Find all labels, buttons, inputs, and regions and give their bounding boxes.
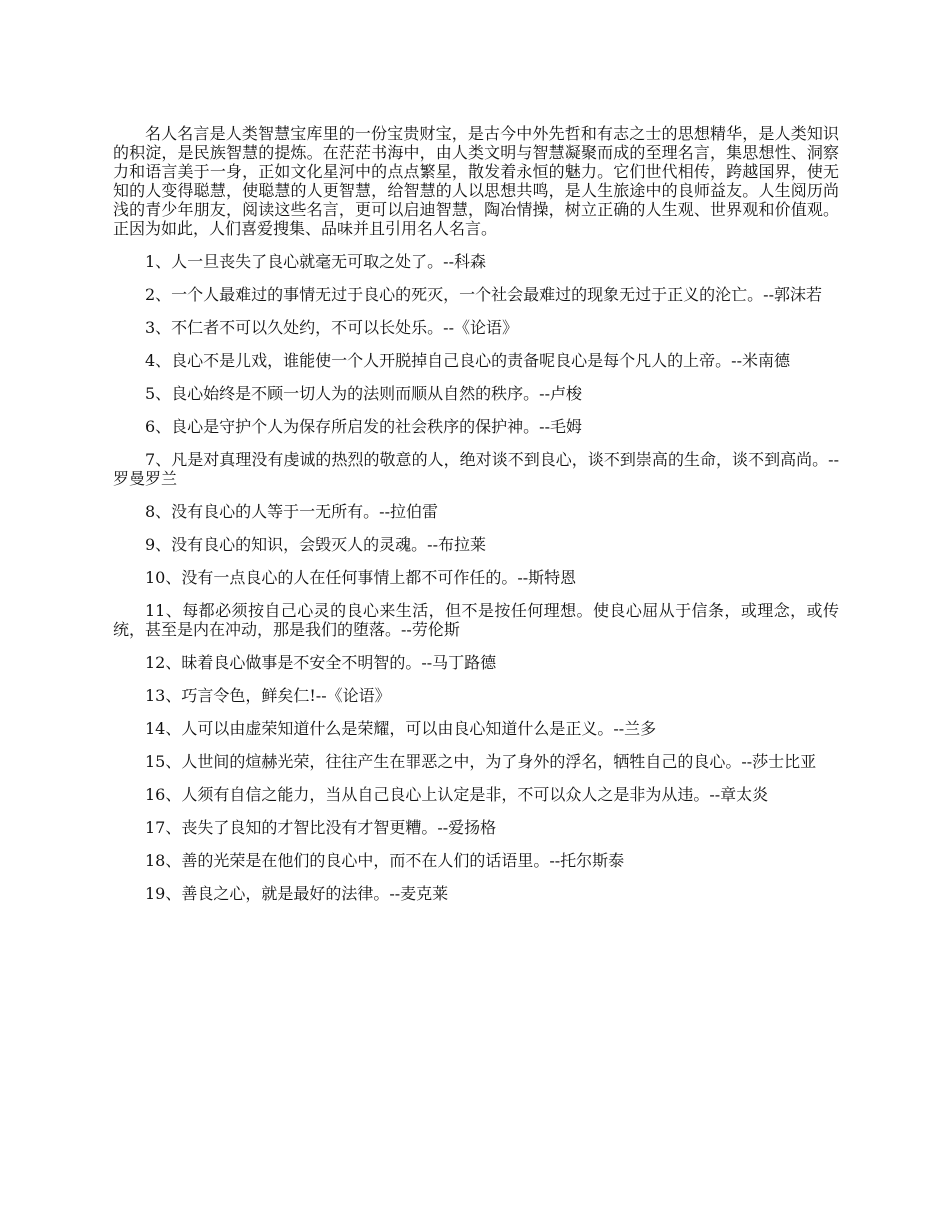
quote-item: 16、人须有自信之能力，当从自己良心上认定是非，不可以众人之是非为从违。--章太炎 (145, 785, 769, 804)
document-page (113, 124, 839, 917)
quote-item: 19、善良之心，就是最好的法律。--麦克莱 (145, 884, 449, 903)
quote-item: 9、没有良心的知识，会毁灭人的灵魂。--布拉莱 (145, 535, 486, 554)
quote-item: 12、昧着良心做事是不安全不明智的。--马丁路德 (145, 653, 497, 672)
quote-item: 18、善的光荣是在他们的良心中，而不在人们的话语里。--托尔斯泰 (145, 851, 625, 870)
quote-item: 4、良心不是儿戏，谁能使一个人开脱掉自己良心的责备呢良心是每个凡人的上帝。--米南德 (145, 351, 790, 370)
quote-item: 5、良心始终是不顾一切人为的法则而顺从自然的秩序。--卢梭 (145, 384, 582, 403)
quote-item: 3、不仁者不可以久处约，不可以长处乐。--《论语》 (145, 318, 518, 337)
quote-item: 6、良心是守护个人为保存所启发的社会秩序的保护神。--毛姆 (145, 417, 582, 436)
quote-item: 11、每都必须按自己心灵的良心来生活，但不是按任何理想。使良心屈从于信条，或理念，或传统，甚至是内在冲动，那是我们的堕落。--劳伦斯 (113, 601, 839, 639)
quote-item: 7、凡是对真理没有虔诚的热烈的敬意的人，绝对谈不到良心，谈不到崇高的生命，谈不到高尚。--罗曼罗兰 (113, 450, 839, 488)
quote-item: 10、没有一点良心的人在任何事情上都不可作任的。--斯特恩 (145, 568, 577, 587)
quote-item: 2、一个人最难过的事情无过于良心的死灭，一个社会最难过的现象无过于正义的沦亡。--郭沫若 (145, 285, 822, 304)
quote-item: 17、丧失了良知的才智比没有才智更糟。--爱扬格 (145, 818, 497, 837)
intro-paragraph: 名人名言是人类智慧宝库里的一份宝贵财宝，是古今中外先哲和有志之士的思想精华，是人类知识的积淀，是民族智慧的提炼。在茫茫书海中，由人类文明与智慧凝聚而成的至理名言，集思想性、洞察力和语言美于一身，正如文化星河中的点点繁星，散发着永恒的魅力。它们世代相传，跨越国界，使无知的人变得聪慧，使聪慧的人更智慧，给智慧的人以思想共鸣，是人生旅途中的良师益友。人生阅历尚浅的青少年朋友，阅读这些名言，更可以启迪智慧，陶冶情操，树立正确的人生观、世界观和价值观。正因为如此，人们喜爱搜集、品味并且引用名人名言。 (113, 124, 839, 238)
quote-item: 8、没有良心的人等于一无所有。--拉伯雷 (145, 502, 438, 521)
quote-item: 14、人可以由虚荣知道什么是荣耀，可以由良心知道什么是正义。--兰多 (145, 719, 657, 738)
quote-item: 15、人世间的煊赫光荣，往往产生在罪恶之中，为了身外的浮名，牺牲自己的良心。--莎士比亚 (145, 752, 817, 771)
quote-item: 13、巧言令色，鲜矣仁!--《论语》 (145, 686, 391, 705)
quote-item: 1、人一旦丧失了良心就毫无可取之处了。--科森 (145, 252, 486, 271)
